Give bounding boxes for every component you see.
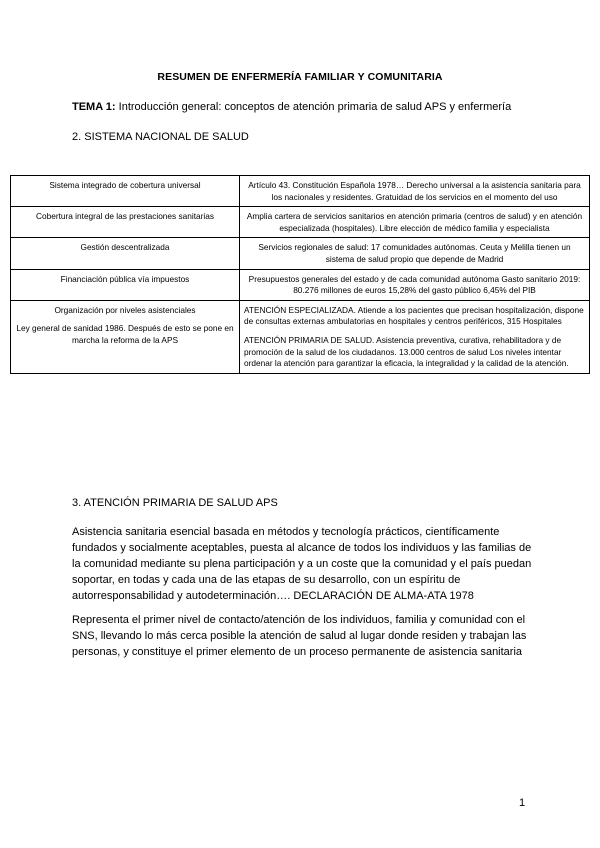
- table-cell-feature: [11, 238, 240, 269]
- cell-paragraph: Presupuestos generales del estado y de cada comunidad autónoma Gasto sanitario 2019: 80.276 millones de euros 15,28% del gasto público 6,45% del PIB: [248, 273, 581, 296]
- table-cell-feature: [11, 300, 240, 373]
- health-system-table: [10, 175, 590, 374]
- table-cell-description: [240, 300, 590, 373]
- table-row: [11, 207, 590, 238]
- table-cell-description: [240, 269, 590, 300]
- table-cell-description: [240, 176, 590, 207]
- table-cell-feature: [11, 269, 240, 300]
- table-row: [11, 176, 590, 207]
- cell-paragraph: Cobertura integral de las prestaciones sanitarias: [35, 211, 215, 222]
- document-title: RESUMEN DE ENFERMERÍA FAMILIAR Y COMUNITARIA: [157, 71, 443, 83]
- section-3-heading: 3. ATENCIÓN PRIMARIA DE SALUD APS: [72, 497, 278, 509]
- table-row: [11, 269, 590, 300]
- cell-paragraph: Sistema integrado de cobertura universal: [49, 180, 201, 190]
- paragraph-aps-definition: Asistencia sanitaria esencial basada en métodos y tecnología prácticos, científicamente fundados y socialmente aceptables, puesta al alcance de todos los individuos y las familias de la comunidad mediante su plena participación y a un coste que la comunidad y el país puedan soportar, en todas y cada una de las etapas de su desarrollo, con un espíritu de autorresponsabilidad y autodeterminación…. DECLARACIÓN DE ALMA-ATA 1978: [72, 526, 532, 602]
- topic-line: [72, 101, 511, 113]
- cell-paragraph: ATENCIÓN ESPECIALIZADA. Atiende a los pacientes que precisan hospitalización, dispone de consultas externas ambulatorias en hospitales y centros periféricos, 315 Hospitales: [244, 304, 584, 327]
- section-2-heading: 2. SISTEMA NACIONAL DE SALUD: [72, 131, 249, 143]
- cell-paragraph: Organización por niveles asistenciales: [54, 304, 196, 315]
- table-row: [11, 238, 590, 269]
- cell-paragraph: Amplia cartera de servicios sanitarios en atención primaria (centros de salud) y en atención especializada (hospitales). Libre elección de médico familia y especialista: [246, 211, 583, 233]
- topic-text: Introducción general: conceptos de atención primaria de salud APS y enfermería: [115, 101, 512, 113]
- topic-label: TEMA 1:: [72, 101, 116, 113]
- cell-paragraph: Artículo 43. Constitución Española 1978… Derecho universal a la asistencia sanitaria para los nacionales y residentes. Gratuidad de los servicios en el momento del uso: [248, 180, 581, 202]
- table-cell-description: [240, 207, 590, 238]
- paragraph-aps-first-level: Representa el primer nivel de contacto/atención de los individuos, familia y comunidad con el SNS, llevando lo más cerca posible la atención de salud al lugar donde residen y trabajan las personas, y constituye el primer elemento de un proceso permanente de asistencia sanitaria: [72, 614, 527, 658]
- page-number: 1: [519, 797, 526, 809]
- table-cell-description: [240, 238, 590, 269]
- cell-paragraph: Servicios regionales de salud: 17 comunidades autónomas. Ceuta y Melilla tienen un sistema de salud propio que depende de Madrid: [258, 242, 571, 264]
- cell-paragraph: Ley general de sanidad 1986. Después de esto se pone en marcha la reforma de la APS: [16, 323, 234, 345]
- cell-paragraph: ATENCIÓN PRIMARIA DE SALUD. Asistencia preventiva, curativa, rehabilitadora y de promoción de la salud de los ciudadanos. 13.000 centros de salud Los niveles intentar ordenar la atención para garantizar la eficacia, la integralidad y la calidad de la atención.: [244, 334, 569, 369]
- table-cell-feature: [11, 207, 240, 238]
- table-row: [11, 300, 590, 373]
- table-cell-feature: [11, 176, 240, 207]
- cell-paragraph: Gestión descentralizada: [80, 242, 170, 253]
- cell-paragraph: Financiación pública vía impuestos: [60, 273, 190, 284]
